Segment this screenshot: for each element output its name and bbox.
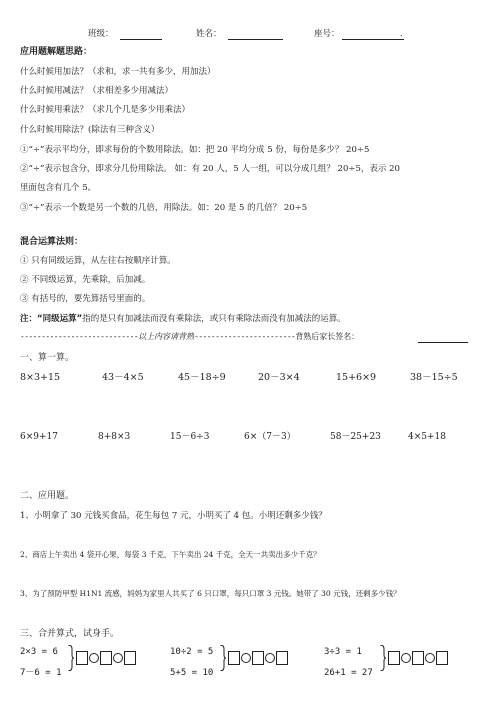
answer-boxes <box>76 650 136 666</box>
merge-top: 3÷3 = 1 <box>324 647 362 657</box>
ideas-title: 应用题解题思路： <box>20 47 93 57</box>
note-bold: 注：“同级运算” <box>20 314 83 324</box>
idea-line: ①“÷”表示平均分，即求每份的个数用除法。如：把 20 平均分成 5 份，每份是多少？ 20÷5 <box>20 145 370 155</box>
answer-box[interactable] <box>276 651 288 665</box>
operator-circle[interactable] <box>265 653 275 663</box>
calc-item: 43－4×5 <box>102 372 144 383</box>
merge-bottom: 5+5 = 10 <box>170 668 214 678</box>
operator-circle[interactable] <box>241 653 251 663</box>
answer-box[interactable] <box>252 651 264 665</box>
answer-boxes <box>228 650 288 666</box>
question-2: 2、商店上午卖出 4 袋开心果，每袋 3 千克，下午卖出 24 千克，全天一共卖出多少千克？ <box>20 550 321 559</box>
calc-item: 6×（7－3） <box>244 432 296 442</box>
seat-field[interactable] <box>342 29 404 40</box>
divider-middle: 以上内容请背熟 <box>138 332 195 341</box>
parent-sign-label: 背熟后家长签名： <box>295 332 360 341</box>
class-field[interactable] <box>120 29 162 40</box>
idea-line: ②“÷”表示包含分，即求分几份用除法。 如：有 20 人，5 人一组，可以分成几组？ 20÷5，表示 20 <box>20 164 400 174</box>
operator-circle[interactable] <box>113 653 123 663</box>
right-brace-icon <box>220 645 226 671</box>
idea-line: 什么时候用加法？（求和，求一共有多少，用加法） <box>20 67 216 77</box>
rule-line: ② 不同级运算，先乘除，后加减。 <box>20 275 151 285</box>
question-1: 1、小明拿了 30 元钱买食品，花生每包 7 元，小明买了 4 包。小明还剩多少钱？ <box>20 511 327 521</box>
note-rest: 指的是只有加减法而没有乘除法，或只有乘除法而没有加减法的运算。 <box>82 314 346 324</box>
answer-box[interactable] <box>124 651 136 665</box>
section2-title: 二、应用题。 <box>20 491 75 501</box>
seat-label: 座号： <box>314 29 340 39</box>
calc-item: 8×3+15 <box>20 372 61 383</box>
calc-item: 58－25+23 <box>330 432 381 442</box>
divider-line <box>20 331 359 342</box>
calc-item: 38－15÷5 <box>410 372 458 383</box>
rules-title: 混合运算法则： <box>20 237 84 247</box>
answer-box[interactable] <box>76 651 88 665</box>
section1-title: 一、算一算。 <box>20 353 75 363</box>
calc-item: 15－6÷3 <box>170 432 210 442</box>
idea-line: ③“÷”表示一个数是另一个数的几倍，用除法。如：20 是 5 的几倍？ 20÷5 <box>20 203 308 213</box>
answer-box[interactable] <box>228 651 240 665</box>
parent-sign-field[interactable] <box>418 332 468 343</box>
idea-line: 什么时候用除法？(除法有三种含义） <box>20 125 160 135</box>
operator-circle[interactable] <box>425 653 435 663</box>
calc-item: 20－3×4 <box>258 372 300 383</box>
answer-box[interactable] <box>412 651 424 665</box>
class-label: 班级： <box>88 29 114 39</box>
idea-line: 里面包含有几个 5。 <box>20 183 97 193</box>
merge-bottom: 7－6 = 1 <box>20 668 62 678</box>
idea-line: 什么时候用减法？（求相差多少用减法） <box>20 86 174 96</box>
operator-circle[interactable] <box>401 653 411 663</box>
merge-bottom: 26+1 = 27 <box>324 668 373 678</box>
operator-circle[interactable] <box>89 653 99 663</box>
seat-end: . <box>400 29 403 39</box>
section3-title: 三、合并算式，试身手。 <box>20 629 120 639</box>
calc-item: 4×5+18 <box>408 432 446 442</box>
right-brace-icon <box>68 645 74 671</box>
idea-line: 什么时候用乘法？（求几个几是多少用乘法） <box>20 105 191 115</box>
rule-line: ③ 有括号的，要先算括号里面的。 <box>20 294 151 304</box>
question-3: 3、为了预防甲型 H1N1 流感，妈妈为家里人共买了 6 只口罩，每只口罩 3 元钱。她带了 30 元钱，还剩多少钱？ <box>20 589 401 598</box>
calc-item: 45－18÷9 <box>178 372 226 383</box>
answer-boxes <box>388 650 448 666</box>
name-field[interactable] <box>228 29 283 40</box>
calc-item: 6×9+17 <box>20 432 58 442</box>
divider-right: ------------------------ <box>194 332 296 341</box>
answer-box[interactable] <box>100 651 112 665</box>
calc-item: 15+6×9 <box>336 372 377 383</box>
calc-item: 8+8×3 <box>98 432 131 442</box>
rules-note <box>20 313 346 325</box>
answer-box[interactable] <box>436 651 448 665</box>
name-label: 姓名： <box>196 29 222 39</box>
rule-line: ① 只有同级运算，从左往右按顺序计算。 <box>20 256 176 266</box>
merge-top: 2×3 = 6 <box>20 647 58 657</box>
answer-box[interactable] <box>388 651 400 665</box>
right-brace-icon <box>380 645 386 671</box>
divider-left: ---------------------------- <box>20 332 139 341</box>
merge-top: 10÷2 = 5 <box>170 647 214 657</box>
